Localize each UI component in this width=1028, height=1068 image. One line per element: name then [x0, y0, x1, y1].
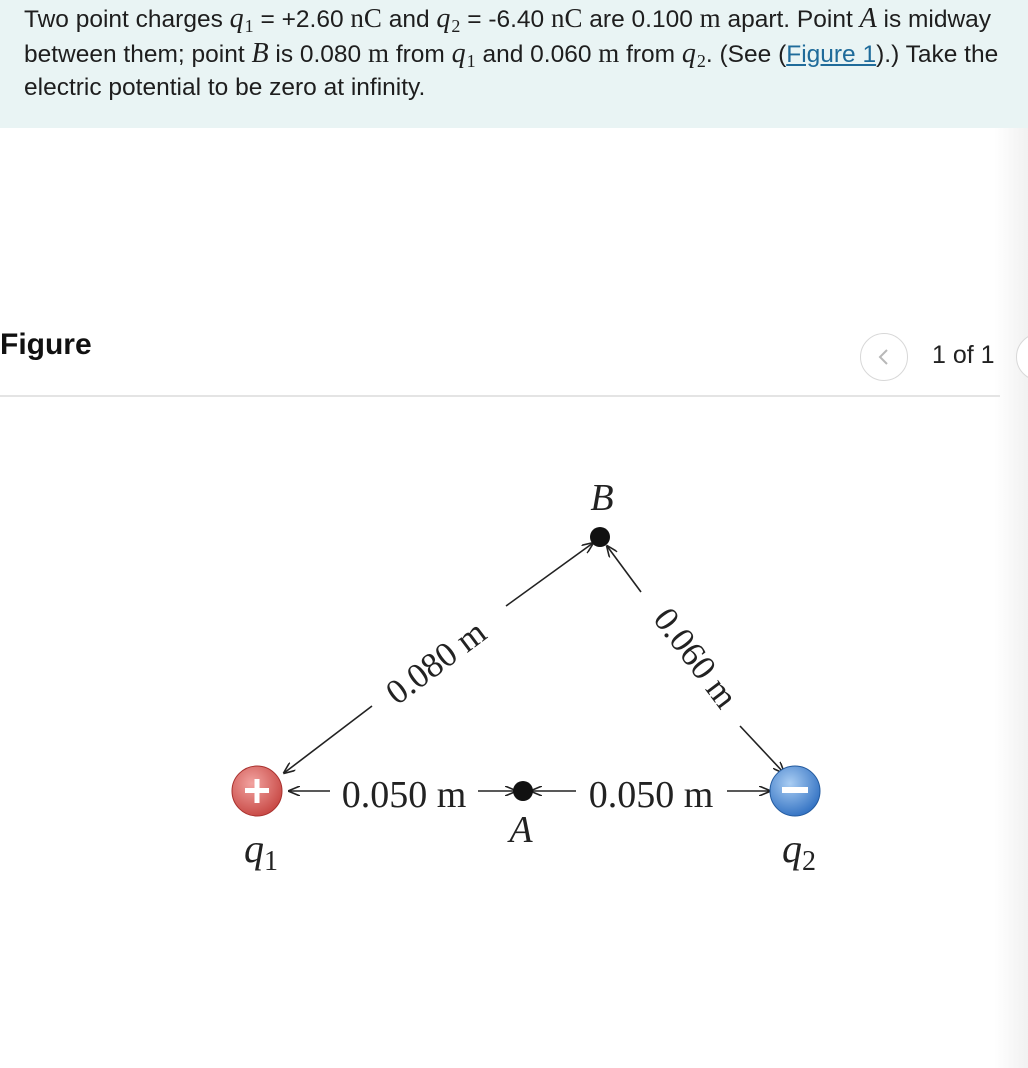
distance-q1-a: 0.050 m [341, 774, 467, 816]
text: Two point charges [24, 6, 230, 33]
arrow-b-to-q2-upper [607, 546, 641, 592]
text: and 0.060 [475, 41, 599, 68]
plus-sign-v [255, 779, 260, 803]
distance-q1-b: 0.080 m [378, 612, 494, 713]
charge-q1 [232, 766, 282, 816]
figure-counter: 1 of 1 [932, 341, 995, 369]
text: ).) Take the electric potential to be zero at infinity. [24, 41, 999, 101]
text: is 0.080 [268, 41, 368, 68]
text: from [389, 41, 452, 68]
point-a [513, 781, 533, 801]
minus-sign [782, 787, 808, 793]
label-q1: $q_1$ [244, 826, 278, 877]
unit: nC [550, 3, 583, 33]
unit: m [368, 38, 390, 68]
charge-q2 [770, 766, 820, 816]
point-a-symbol: A [859, 3, 877, 34]
arrow-b-to-q2-lower [740, 726, 784, 773]
text: . (See ( [705, 41, 787, 68]
distance-b-q2: 0.060 m [645, 600, 746, 716]
point-b-symbol: B [251, 38, 269, 69]
text: = +2.60 [253, 6, 351, 33]
unit: m [699, 3, 721, 33]
text: are 0.100 [582, 6, 700, 33]
arrow-q1-to-b-lower [284, 706, 372, 773]
label-a: A [509, 809, 533, 851]
unit: m [598, 38, 620, 68]
point-b [590, 527, 610, 547]
q1-symbol: q1 [451, 38, 476, 71]
figure-link[interactable]: Figure 1 [786, 41, 877, 68]
text: = -6.40 [460, 6, 551, 33]
figure-title: Figure [0, 328, 92, 361]
unit: nC [350, 3, 382, 33]
text: from [619, 41, 682, 68]
label-b: B [590, 477, 614, 519]
text: and [381, 6, 437, 33]
q2-symbol: q2 [681, 38, 706, 71]
distance-a-q2: 0.050 m [588, 774, 714, 816]
text: apart. Point [720, 6, 860, 33]
q1-symbol: q1 [229, 3, 254, 36]
text: is midway between them; point [24, 6, 992, 68]
q2-symbol: q2 [436, 3, 461, 36]
label-q2: $q_2$ [782, 826, 816, 877]
arrow-q1-to-b-upper [506, 543, 593, 606]
